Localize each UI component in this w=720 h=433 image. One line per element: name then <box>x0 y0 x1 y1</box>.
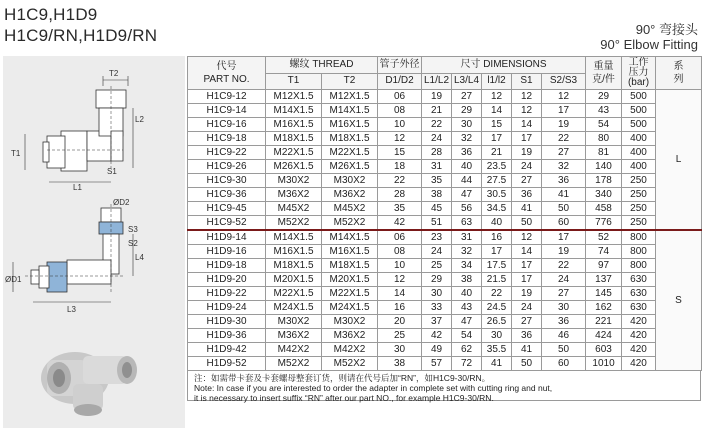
table-row <box>188 104 702 118</box>
cell-l1l2: 37 <box>422 315 452 329</box>
cell-d1d2: 08 <box>378 104 422 118</box>
cell-l3l4: 40 <box>452 160 482 174</box>
cell-t1: M36X2 <box>266 188 322 202</box>
table-row <box>188 301 702 315</box>
label-d1: ØD1 <box>5 275 22 284</box>
table-row <box>188 343 702 357</box>
cell-s2s3: 22 <box>542 259 586 273</box>
cell-s1: 27 <box>512 174 542 188</box>
table-row <box>188 230 702 245</box>
cell-s2s3: 27 <box>542 146 586 160</box>
table-row <box>188 118 702 132</box>
cell-i1i2: 34.5 <box>482 202 512 216</box>
cell-s1: 12 <box>512 104 542 118</box>
cell-part-no: H1C9-18 <box>188 132 266 146</box>
fitting-photo <box>41 352 137 416</box>
cell-s1: 12 <box>512 90 542 104</box>
header-od-cn: 管子外径 <box>378 57 422 74</box>
cell-s2s3: 22 <box>542 132 586 146</box>
cell-d1d2: 16 <box>378 301 422 315</box>
cell-l3l4: 31 <box>452 230 482 245</box>
header-part-no-cn: 代号 <box>216 61 237 72</box>
cell-s1: 19 <box>512 287 542 301</box>
cell-l3l4: 63 <box>452 216 482 231</box>
cell-weight: 81 <box>586 146 622 160</box>
cell-l3l4: 72 <box>452 357 482 371</box>
cell-weight: 603 <box>586 343 622 357</box>
elbow-drawing-bottom <box>13 204 133 302</box>
header-s1: S1 <box>512 73 542 90</box>
cell-s1: 50 <box>512 216 542 231</box>
cell-d1d2: 08 <box>378 245 422 259</box>
cell-s1: 50 <box>512 357 542 371</box>
cell-d1d2: 22 <box>378 174 422 188</box>
cell-part-no: H1D9-24 <box>188 301 266 315</box>
cell-s1: 14 <box>512 118 542 132</box>
cell-t2: M22X1.5 <box>322 287 378 301</box>
label-s2: S2 <box>128 239 138 248</box>
cell-s2s3: 46 <box>542 329 586 343</box>
table-row <box>188 146 702 160</box>
spec-table <box>187 56 702 371</box>
cell-t1: M24X1.5 <box>266 301 322 315</box>
cell-pressure: 420 <box>622 315 656 329</box>
cell-s2s3: 60 <box>542 216 586 231</box>
header-part-no-en: PART NO. <box>203 74 250 85</box>
cell-weight: 162 <box>586 301 622 315</box>
cell-l1l2: 25 <box>422 259 452 273</box>
label-l3: L3 <box>67 305 76 314</box>
cell-s1: 14 <box>512 245 542 259</box>
cell-t1: M36X2 <box>266 329 322 343</box>
cell-d1d2: 35 <box>378 202 422 216</box>
cell-s1: 17 <box>512 273 542 287</box>
table-row <box>188 202 702 216</box>
cell-part-no: H1D9-18 <box>188 259 266 273</box>
cell-l1l2: 45 <box>422 202 452 216</box>
series-s-cell: S <box>656 230 702 371</box>
cell-s1: 41 <box>512 343 542 357</box>
cell-d1d2: 14 <box>378 287 422 301</box>
cell-t1: M20X1.5 <box>266 273 322 287</box>
table-row <box>188 273 702 287</box>
header-weight <box>586 57 622 90</box>
cell-part-no: H1C9-45 <box>188 202 266 216</box>
cell-s1: 19 <box>512 146 542 160</box>
header-t1: T1 <box>266 73 322 90</box>
cell-pressure: 420 <box>622 357 656 371</box>
spec-table-body <box>188 90 702 371</box>
cell-s1: 27 <box>512 315 542 329</box>
cell-weight: 776 <box>586 216 622 231</box>
cell-t1: M30X2 <box>266 174 322 188</box>
cell-part-no: H1C9-22 <box>188 146 266 160</box>
cell-l3l4: 36 <box>452 146 482 160</box>
subtitle-en: 90° Elbow Fitting <box>600 37 698 52</box>
cell-d1d2: 30 <box>378 343 422 357</box>
header-series-cn: 系 <box>673 61 684 72</box>
cell-pressure: 500 <box>622 90 656 104</box>
cell-pressure: 250 <box>622 202 656 216</box>
cell-part-no: H1D9-22 <box>188 287 266 301</box>
cell-weight: 52 <box>586 230 622 245</box>
cell-s2s3: 17 <box>542 230 586 245</box>
cell-weight: 74 <box>586 245 622 259</box>
cell-l3l4: 32 <box>452 132 482 146</box>
cell-s1: 36 <box>512 188 542 202</box>
cell-s1: 12 <box>512 230 542 245</box>
cell-t1: M14X1.5 <box>266 230 322 245</box>
cell-part-no: H1D9-30 <box>188 315 266 329</box>
cell-i1i2: 21.5 <box>482 273 512 287</box>
cell-t2: M18X1.5 <box>322 259 378 273</box>
label-s1: S1 <box>107 167 117 176</box>
cell-t1: M16X1.5 <box>266 118 322 132</box>
cell-t2: M14X1.5 <box>322 104 378 118</box>
cell-part-no: H1D9-20 <box>188 273 266 287</box>
cell-t1: M45X2 <box>266 202 322 216</box>
cell-t2: M52X2 <box>322 357 378 371</box>
cell-i1i2: 23.5 <box>482 160 512 174</box>
cell-l3l4: 54 <box>452 329 482 343</box>
cell-i1i2: 14 <box>482 104 512 118</box>
cell-weight: 137 <box>586 273 622 287</box>
cell-l3l4: 43 <box>452 301 482 315</box>
cell-s2s3: 50 <box>542 202 586 216</box>
cell-d1d2: 28 <box>378 188 422 202</box>
cell-i1i2: 22 <box>482 287 512 301</box>
header-l1l2: L1/L2 <box>422 73 452 90</box>
table-row <box>188 216 702 231</box>
header-i1i2: l1/l2 <box>482 73 512 90</box>
table-row <box>188 132 702 146</box>
header-thread: 螺纹 THREAD <box>266 57 378 74</box>
header-part-no <box>188 57 266 90</box>
cell-t2: M12X1.5 <box>322 90 378 104</box>
cell-weight: 140 <box>586 160 622 174</box>
table-row <box>188 245 702 259</box>
cell-l3l4: 30 <box>452 118 482 132</box>
cell-s2s3: 24 <box>542 273 586 287</box>
cell-l1l2: 35 <box>422 174 452 188</box>
cell-l3l4: 47 <box>452 188 482 202</box>
header-t2: T2 <box>322 73 378 90</box>
cell-t2: M22X1.5 <box>322 146 378 160</box>
cell-d1d2: 42 <box>378 216 422 231</box>
cell-l3l4: 62 <box>452 343 482 357</box>
cell-i1i2: 15 <box>482 118 512 132</box>
title-block <box>4 4 157 46</box>
cell-l3l4: 38 <box>452 273 482 287</box>
cell-t1: M22X1.5 <box>266 287 322 301</box>
cell-pressure: 800 <box>622 259 656 273</box>
cell-weight: 54 <box>586 118 622 132</box>
cell-s2s3: 50 <box>542 343 586 357</box>
cell-i1i2: 35.5 <box>482 343 512 357</box>
cell-d1d2: 12 <box>378 273 422 287</box>
table-row <box>188 329 702 343</box>
cell-i1i2: 17 <box>482 245 512 259</box>
cell-weight: 458 <box>586 202 622 216</box>
cell-t1: M42X2 <box>266 343 322 357</box>
cell-s2s3: 60 <box>542 357 586 371</box>
header-pressure <box>622 57 656 90</box>
cell-s1: 24 <box>512 301 542 315</box>
cell-l1l2: 30 <box>422 287 452 301</box>
cell-weight: 1010 <box>586 357 622 371</box>
cell-s1: 17 <box>512 132 542 146</box>
header-series <box>656 57 702 90</box>
cell-l3l4: 29 <box>452 104 482 118</box>
table-row <box>188 160 702 174</box>
header-dimensions: 尺寸 DIMENSIONS <box>422 57 586 74</box>
cell-i1i2: 26.5 <box>482 315 512 329</box>
label-d2: ØD2 <box>113 198 130 207</box>
cell-s2s3: 19 <box>542 245 586 259</box>
cell-l1l2: 29 <box>422 273 452 287</box>
cell-weight: 424 <box>586 329 622 343</box>
cell-l1l2: 42 <box>422 329 452 343</box>
header-l3l4: L3/L4 <box>452 73 482 90</box>
cell-s1: 24 <box>512 160 542 174</box>
cell-i1i2: 27.5 <box>482 174 512 188</box>
cell-t2: M24X1.5 <box>322 301 378 315</box>
cell-i1i2: 17.5 <box>482 259 512 273</box>
cell-t1: M14X1.5 <box>266 104 322 118</box>
cell-s2s3: 36 <box>542 315 586 329</box>
cell-t2: M42X2 <box>322 343 378 357</box>
cell-l1l2: 24 <box>422 132 452 146</box>
cell-t2: M30X2 <box>322 174 378 188</box>
label-t1: T1 <box>11 149 21 158</box>
cell-part-no: H1D9-14 <box>188 230 266 245</box>
cell-pressure: 400 <box>622 132 656 146</box>
cell-d1d2: 12 <box>378 132 422 146</box>
cell-s2s3: 32 <box>542 160 586 174</box>
cell-t1: M12X1.5 <box>266 90 322 104</box>
cell-pressure: 500 <box>622 104 656 118</box>
cell-l3l4: 44 <box>452 174 482 188</box>
cell-l1l2: 57 <box>422 357 452 371</box>
drawing-panel <box>3 56 185 428</box>
table-row <box>188 315 702 329</box>
cell-pressure: 630 <box>622 287 656 301</box>
cell-l1l2: 31 <box>422 160 452 174</box>
title-line-1: H1C9,H1D9 <box>4 5 98 24</box>
cell-s1: 41 <box>512 202 542 216</box>
cell-t2: M52X2 <box>322 216 378 231</box>
cell-pressure: 800 <box>622 230 656 245</box>
cell-l1l2: 33 <box>422 301 452 315</box>
cell-part-no: H1D9-52 <box>188 357 266 371</box>
cell-t2: M45X2 <box>322 202 378 216</box>
cell-d1d2: 20 <box>378 315 422 329</box>
header-weight-cn: 重量 <box>593 61 614 72</box>
cell-t1: M18X1.5 <box>266 132 322 146</box>
table-row <box>188 188 702 202</box>
table-row <box>188 259 702 273</box>
cell-s2s3: 30 <box>542 301 586 315</box>
cell-d1d2: 06 <box>378 230 422 245</box>
header-weight-unit: 克/件 <box>592 74 615 85</box>
cell-t1: M52X2 <box>266 216 322 231</box>
cell-s2s3: 17 <box>542 104 586 118</box>
header-pressure-cn: 工作 <box>628 57 649 68</box>
cell-t2: M18X1.5 <box>322 132 378 146</box>
header-s2s3: S2/S3 <box>542 73 586 90</box>
cell-part-no: H1C9-30 <box>188 174 266 188</box>
cell-l1l2: 21 <box>422 104 452 118</box>
cell-l1l2: 22 <box>422 118 452 132</box>
cell-l3l4: 47 <box>452 315 482 329</box>
cell-pressure: 400 <box>622 160 656 174</box>
cell-t2: M36X2 <box>322 329 378 343</box>
cell-weight: 80 <box>586 132 622 146</box>
footnote-en-2: it is necessary to insert suffix “RN” after our part NO., for example H1C9-30/RN. <box>194 393 494 403</box>
cell-i1i2: 21 <box>482 146 512 160</box>
cell-part-no: H1C9-12 <box>188 90 266 104</box>
cell-i1i2: 16 <box>482 230 512 245</box>
cell-l1l2: 51 <box>422 216 452 231</box>
cell-i1i2: 41 <box>482 357 512 371</box>
table-row <box>188 90 702 104</box>
cell-t1: M16X1.5 <box>266 245 322 259</box>
cell-t2: M16X1.5 <box>322 118 378 132</box>
label-l2: L2 <box>135 115 144 124</box>
series-l-cell: L <box>656 90 702 231</box>
cell-t1: M18X1.5 <box>266 259 322 273</box>
footnote-en-1: Note: In case if you are interested to order the adapter in complete set with cutting ring and nut, <box>194 383 553 393</box>
cell-part-no: H1C9-36 <box>188 188 266 202</box>
technical-drawing <box>3 56 185 428</box>
cell-s1: 17 <box>512 259 542 273</box>
label-t2: T2 <box>109 69 119 78</box>
cell-t2: M16X1.5 <box>322 245 378 259</box>
cell-l1l2: 23 <box>422 230 452 245</box>
header-pressure-unit: (bar) <box>627 77 650 88</box>
footnote-cn: 注：如需带卡套及卡套螺母整套订货，则请在代号后加“RN”，如H1C9-30/RN。 <box>194 373 491 383</box>
cell-part-no: H1D9-16 <box>188 245 266 259</box>
cell-i1i2: 40 <box>482 216 512 231</box>
cell-d1d2: 38 <box>378 357 422 371</box>
cell-t2: M36X2 <box>322 188 378 202</box>
cell-s2s3: 12 <box>542 90 586 104</box>
cell-weight: 97 <box>586 259 622 273</box>
cell-l1l2: 49 <box>422 343 452 357</box>
cell-s1: 36 <box>512 329 542 343</box>
cell-l1l2: 28 <box>422 146 452 160</box>
label-l4: L4 <box>135 253 144 262</box>
cell-i1i2: 24.5 <box>482 301 512 315</box>
title-line-2: H1C9/RN,H1D9/RN <box>4 26 158 45</box>
cell-d1d2: 18 <box>378 160 422 174</box>
cell-pressure: 250 <box>622 174 656 188</box>
cell-part-no: H1C9-14 <box>188 104 266 118</box>
cell-t1: M22X1.5 <box>266 146 322 160</box>
cell-t2: M20X1.5 <box>322 273 378 287</box>
cell-pressure: 630 <box>622 301 656 315</box>
cell-i1i2: 30 <box>482 329 512 343</box>
cell-t1: M26X1.5 <box>266 160 322 174</box>
header-series-cn2: 列 <box>673 74 684 85</box>
spec-table-wrap <box>187 56 701 401</box>
cell-l3l4: 32 <box>452 245 482 259</box>
header-pressure-cn2: 压力 <box>628 67 649 78</box>
cell-s2s3: 36 <box>542 174 586 188</box>
table-row <box>188 287 702 301</box>
cell-pressure: 500 <box>622 118 656 132</box>
subtitle-block <box>600 22 698 52</box>
cell-i1i2: 12 <box>482 90 512 104</box>
cell-weight: 145 <box>586 287 622 301</box>
cell-pressure: 800 <box>622 245 656 259</box>
cell-weight: 43 <box>586 104 622 118</box>
cell-l1l2: 24 <box>422 245 452 259</box>
cell-i1i2: 30.5 <box>482 188 512 202</box>
cell-s2s3: 19 <box>542 118 586 132</box>
cell-l1l2: 19 <box>422 90 452 104</box>
cell-pressure: 420 <box>622 329 656 343</box>
footnote <box>187 371 701 401</box>
cell-l1l2: 38 <box>422 188 452 202</box>
cell-part-no: H1C9-26 <box>188 160 266 174</box>
cell-weight: 340 <box>586 188 622 202</box>
cell-l3l4: 40 <box>452 287 482 301</box>
cell-l3l4: 27 <box>452 90 482 104</box>
table-row <box>188 174 702 188</box>
cell-t2: M30X2 <box>322 315 378 329</box>
cell-part-no: H1C9-16 <box>188 118 266 132</box>
cell-weight: 221 <box>586 315 622 329</box>
cell-pressure: 420 <box>622 343 656 357</box>
subtitle-cn: 90° 弯接头 <box>635 22 698 37</box>
cell-part-no: H1D9-42 <box>188 343 266 357</box>
cell-pressure: 400 <box>622 146 656 160</box>
cell-part-no: H1D9-36 <box>188 329 266 343</box>
cell-i1i2: 17 <box>482 132 512 146</box>
cell-s2s3: 27 <box>542 287 586 301</box>
header-d1d2: D1/D2 <box>378 73 422 90</box>
cell-d1d2: 25 <box>378 329 422 343</box>
cell-pressure: 250 <box>622 216 656 231</box>
cell-d1d2: 10 <box>378 118 422 132</box>
elbow-drawing-top <box>25 76 133 182</box>
cell-s2s3: 41 <box>542 188 586 202</box>
cell-pressure: 250 <box>622 188 656 202</box>
cell-t2: M14X1.5 <box>322 230 378 245</box>
cell-part-no: H1C9-52 <box>188 216 266 231</box>
cell-l3l4: 34 <box>452 259 482 273</box>
cell-l3l4: 56 <box>452 202 482 216</box>
cell-t2: M26X1.5 <box>322 160 378 174</box>
cell-weight: 178 <box>586 174 622 188</box>
table-row <box>188 357 702 371</box>
cell-t1: M52X2 <box>266 357 322 371</box>
cell-weight: 29 <box>586 90 622 104</box>
cell-pressure: 630 <box>622 273 656 287</box>
label-l1: L1 <box>73 183 82 192</box>
label-s3: S3 <box>128 225 138 234</box>
cell-d1d2: 06 <box>378 90 422 104</box>
cell-d1d2: 10 <box>378 259 422 273</box>
cell-d1d2: 15 <box>378 146 422 160</box>
cell-t1: M30X2 <box>266 315 322 329</box>
